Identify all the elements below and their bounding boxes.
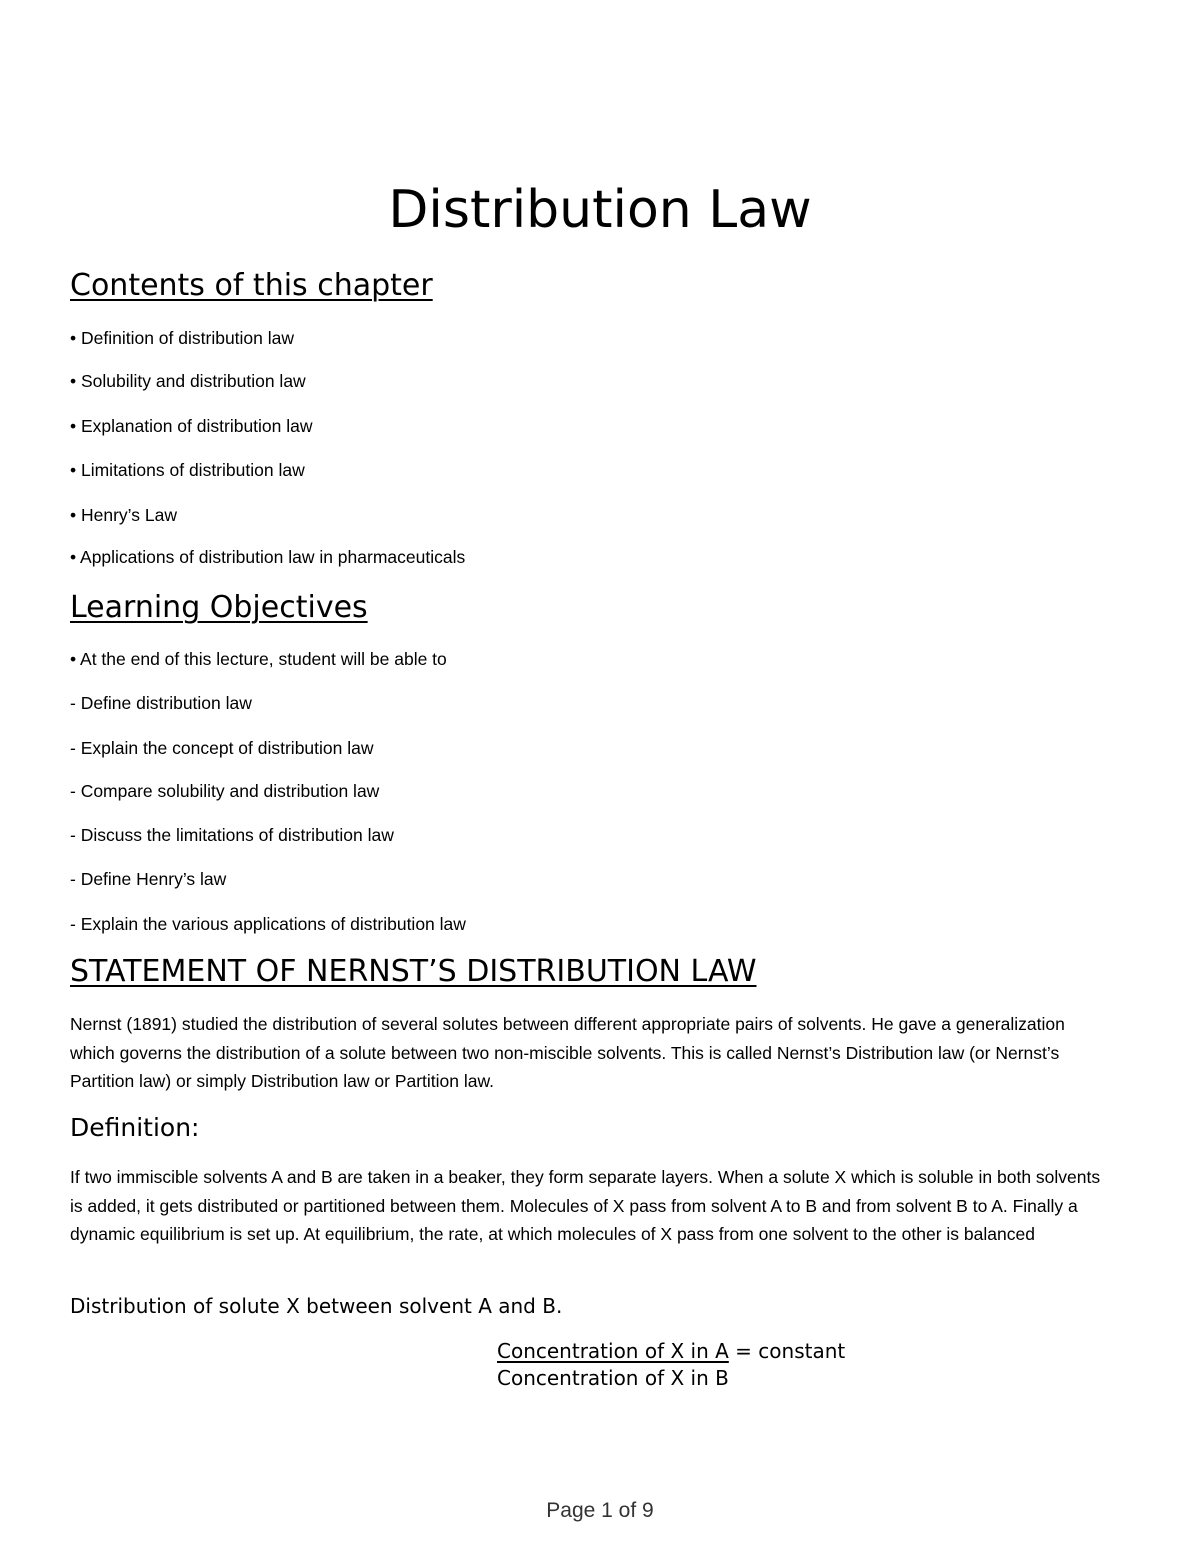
list-item: • Applications of distribution law in pharmaceuticals [70,547,466,567]
list-item: • Limitations of distribution law [70,460,305,480]
contents-heading: Contents of this chapter [70,268,433,303]
list-item: • Solubility and distribution law [70,371,306,391]
definition-paragraph: If two immiscible solvents A and B are taken in a beaker, they form separate layers. When a solute X which is soluble in both solvents is added, it gets distributed or partitioned between them. Molecules of X pass from solvent A to B and from solvent B to A. Finally a dynamic equilibrium is set up. At equilibrium, the rate, at which molecules of X pass from one solvent to the other is balanced [70,1167,1101,1245]
definition-heading: Definition: [70,1113,200,1142]
list-item: - Compare solubility and distribution law [70,781,380,801]
objectives-heading: Learning Objectives [70,590,368,625]
list-item: - Define distribution law [70,693,252,713]
list-item: • Henry’s Law [70,505,177,525]
list-item: - Discuss the limitations of distribution law [70,825,394,845]
list-item: - Explain the various applications of distribution law [70,914,466,934]
formula-denominator: Concentration of X in B [497,1366,729,1390]
formula-top-line [497,1337,845,1365]
statement-heading: STATEMENT OF NERNST’S DISTRIBUTION LAW [70,954,757,989]
page-number: Page 1 of 9 [546,1499,654,1522]
formula-numerator: Concentration of X in A [497,1339,729,1363]
list-item: • Explanation of distribution law [70,416,313,436]
figure-caption: Distribution of solute X between solvent A and B. [70,1294,563,1318]
statement-paragraph: Nernst (1891) studied the distribution of several solutes between different appropriate pairs of solvents. He gave a generalization which governs the distribution of a solute between two non-miscible solvents. This is called Nernst’s Distribution law (or Nernst’s Partition law) or simply Distribution law or Partition law. [70,1014,1065,1092]
list-item: - Define Henry’s law [70,869,227,889]
list-item: • Definition of distribution law [70,328,295,348]
objectives-intro: • At the end of this lecture, student will be able to [70,649,447,669]
document-title: Distribution Law [388,180,812,240]
list-item: - Explain the concept of distribution law [70,738,374,758]
formula-equals: = constant [728,1339,846,1363]
